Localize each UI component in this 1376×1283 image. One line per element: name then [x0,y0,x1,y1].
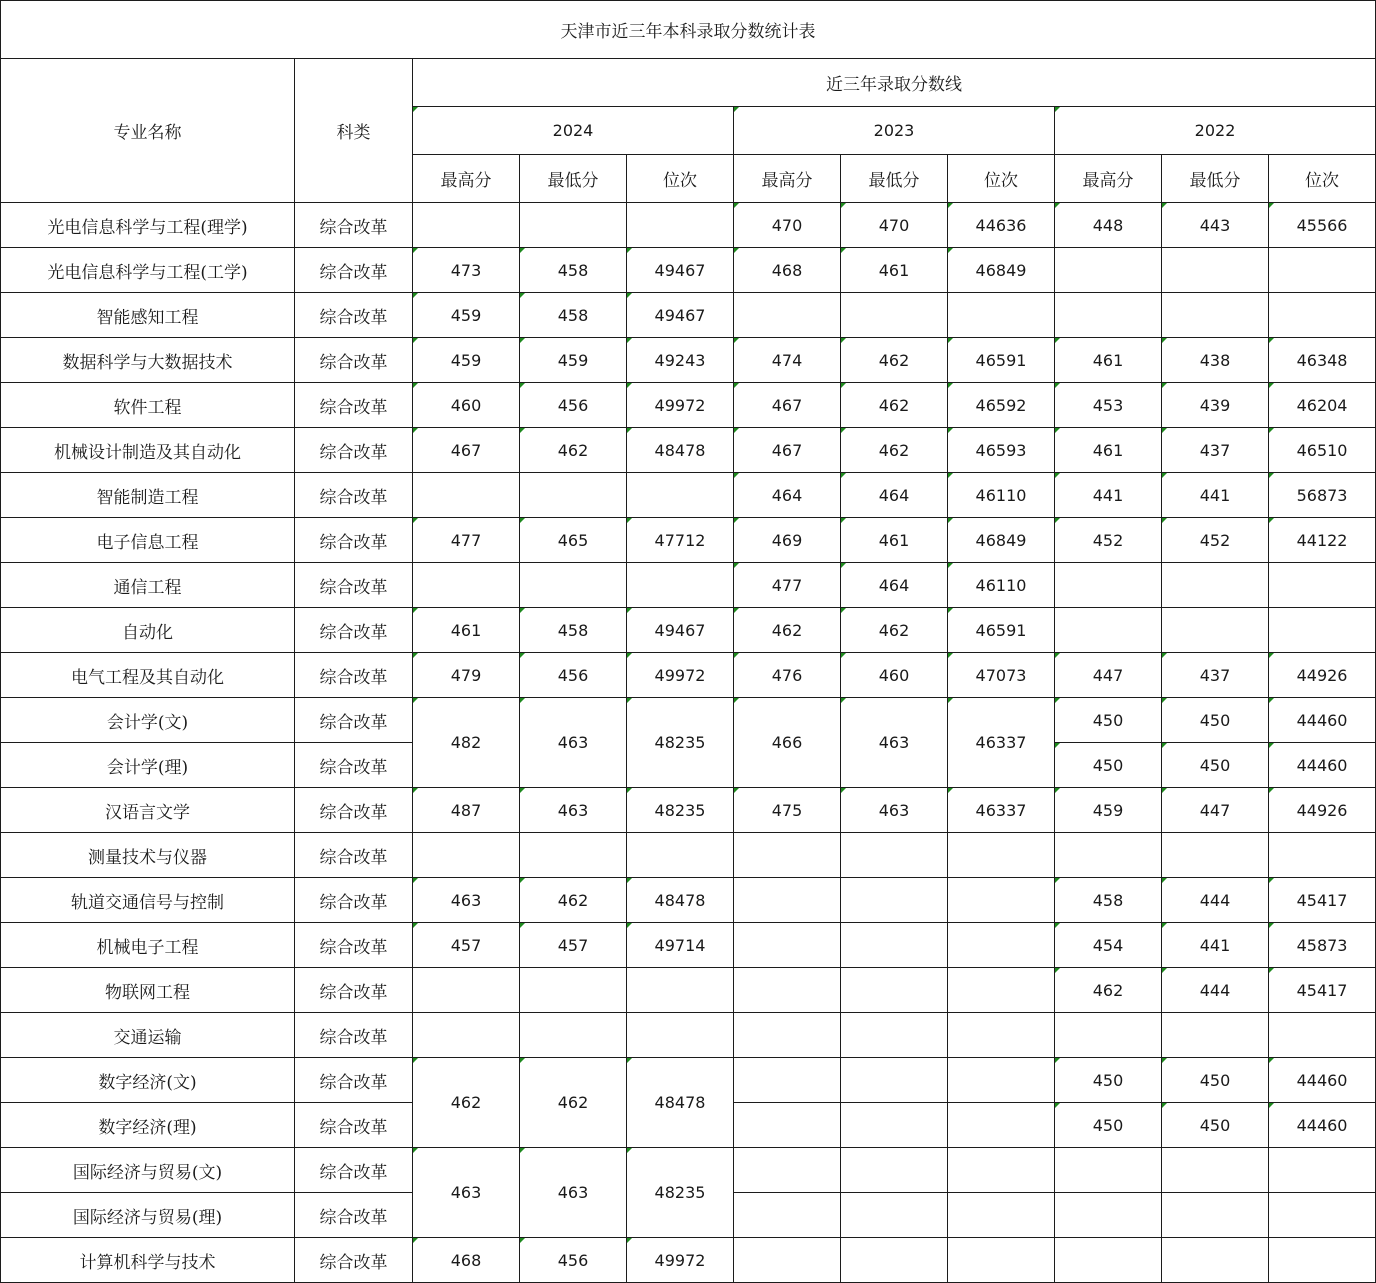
max-2023-cell [734,878,841,923]
major-name: 智能感知工程 [1,293,295,338]
max-2022-cell [1055,1238,1162,1283]
header-score-group: 近三年录取分数线 [413,59,1376,107]
min-2023-cell [841,293,948,338]
rank-2024-cell: 49467 [627,293,734,338]
min-2024-cell: 458 [520,248,627,293]
max-2024-cell: 468 [413,1238,520,1283]
category-cell: 综合改革 [295,1148,413,1193]
max-2024-cell: 461 [413,608,520,653]
max-2024-cell: 487 [413,788,520,833]
max-2024-cell [413,203,520,248]
rank-2024-cell: 48478 [627,428,734,473]
header-max-2023: 最高分 [734,155,841,203]
max-2024-cell: 479 [413,653,520,698]
min-2023-cell: 462 [841,338,948,383]
max-2022-cell [1055,1013,1162,1058]
max-2023-cell: 469 [734,518,841,563]
rank-2024-cell [627,563,734,608]
table-row [1,428,1376,473]
max-2024-cell: 477 [413,518,520,563]
max-2024-cell [413,833,520,878]
min-2024-cell [520,833,627,878]
min-2022-cell: 438 [1162,338,1269,383]
max-2023-cell: 467 [734,383,841,428]
max-2023-cell: 467 [734,428,841,473]
max-2023-cell [734,968,841,1013]
rank-2024-cell [627,203,734,248]
max-2022-cell [1055,1148,1162,1193]
rank-2023-cell: 46591 [948,608,1055,653]
major-name: 机械设计制造及其自动化 [1,428,295,473]
table-body [1,1,1376,1283]
major-name: 智能制造工程 [1,473,295,518]
rank-2022-cell [1269,248,1376,293]
category-cell: 综合改革 [295,293,413,338]
max-2022-cell: 461 [1055,428,1162,473]
min-2024-cell: 456 [520,383,627,428]
rank-2023-cell: 46591 [948,338,1055,383]
rank-2024-cell [627,1013,734,1058]
min-2023-cell [841,1238,948,1283]
table-row [1,1058,1376,1103]
min-2023-cell: 464 [841,473,948,518]
max-2023-cell: 475 [734,788,841,833]
min-2024-cell: 462 [520,428,627,473]
table-row [1,1148,1376,1193]
min-2022-cell: 439 [1162,383,1269,428]
min-2023-cell: 463 [841,788,948,833]
rank-2023-cell [948,878,1055,923]
min-2022-cell: 437 [1162,428,1269,473]
max-2022-cell: 454 [1055,923,1162,968]
category-cell: 综合改革 [295,563,413,608]
category-cell: 综合改革 [295,1103,413,1148]
max-2022-cell: 450 [1055,743,1162,788]
min-2023-cell: 462 [841,608,948,653]
min-2024-cell: 456 [520,653,627,698]
rank-2024-cell: 48478 [627,1058,734,1148]
category-cell: 综合改革 [295,518,413,563]
category-cell: 综合改革 [295,203,413,248]
category-cell: 综合改革 [295,698,413,743]
max-2023-cell: 476 [734,653,841,698]
category-cell: 综合改革 [295,608,413,653]
rank-2022-cell: 45417 [1269,878,1376,923]
rank-2023-cell: 46849 [948,518,1055,563]
min-2024-cell: 459 [520,338,627,383]
rank-2022-cell: 44460 [1269,1058,1376,1103]
min-2022-cell: 450 [1162,1103,1269,1148]
rank-2024-cell: 49467 [627,248,734,293]
category-cell: 综合改革 [295,788,413,833]
rank-2022-cell: 56873 [1269,473,1376,518]
min-2024-cell: 456 [520,1238,627,1283]
major-name: 软件工程 [1,383,295,428]
max-2022-cell: 441 [1055,473,1162,518]
header-rank-2023: 位次 [948,155,1055,203]
max-2022-cell: 450 [1055,1103,1162,1148]
max-2024-cell: 463 [413,1148,520,1238]
min-2022-cell: 443 [1162,203,1269,248]
min-2022-cell: 441 [1162,473,1269,518]
category-cell: 综合改革 [295,428,413,473]
major-name: 机械电子工程 [1,923,295,968]
max-2022-cell [1055,248,1162,293]
rank-2023-cell [948,1148,1055,1193]
table-row [1,518,1376,563]
max-2024-cell: 460 [413,383,520,428]
min-2023-cell [841,1193,948,1238]
rank-2023-cell: 46849 [948,248,1055,293]
category-cell: 综合改革 [295,968,413,1013]
min-2023-cell: 461 [841,248,948,293]
header-min-2022: 最低分 [1162,155,1269,203]
header-min-2024: 最低分 [520,155,627,203]
min-2022-cell [1162,608,1269,653]
max-2024-cell [413,563,520,608]
max-2022-cell: 448 [1055,203,1162,248]
max-2022-cell: 458 [1055,878,1162,923]
max-2022-cell [1055,608,1162,653]
min-2023-cell: 462 [841,428,948,473]
max-2024-cell: 482 [413,698,520,788]
header-max-2022: 最高分 [1055,155,1162,203]
rank-2024-cell: 49467 [627,608,734,653]
rank-2022-cell: 44460 [1269,1103,1376,1148]
min-2022-cell: 444 [1162,968,1269,1013]
table-row [1,563,1376,608]
max-2022-cell: 447 [1055,653,1162,698]
category-cell: 综合改革 [295,248,413,293]
major-name: 数据科学与大数据技术 [1,338,295,383]
rank-2023-cell [948,1013,1055,1058]
rank-2024-cell [627,968,734,1013]
rank-2023-cell [948,1103,1055,1148]
rank-2022-cell [1269,1193,1376,1238]
max-2023-cell: 474 [734,338,841,383]
max-2022-cell: 450 [1055,1058,1162,1103]
category-cell: 综合改革 [295,923,413,968]
major-name: 国际经济与贸易(理) [1,1193,295,1238]
rank-2022-cell: 46204 [1269,383,1376,428]
table-row [1,473,1376,518]
table-row [1,698,1376,743]
major-name: 会计学(理) [1,743,295,788]
table-row [1,293,1376,338]
rank-2022-cell [1269,608,1376,653]
min-2024-cell [520,1013,627,1058]
min-2022-cell: 452 [1162,518,1269,563]
major-name: 国际经济与贸易(文) [1,1148,295,1193]
max-2023-cell: 468 [734,248,841,293]
min-2022-cell: 444 [1162,878,1269,923]
table-row [1,608,1376,653]
rank-2022-cell [1269,293,1376,338]
min-2023-cell: 462 [841,383,948,428]
rank-2022-cell: 44926 [1269,653,1376,698]
rank-2023-cell [948,833,1055,878]
min-2023-cell [841,1103,948,1148]
table-row [1,248,1376,293]
min-2022-cell [1162,1193,1269,1238]
min-2023-cell [841,1148,948,1193]
min-2022-cell [1162,1148,1269,1193]
rank-2024-cell: 48235 [627,788,734,833]
rank-2022-cell [1269,1013,1376,1058]
max-2023-cell: 470 [734,203,841,248]
min-2023-cell [841,923,948,968]
min-2024-cell: 463 [520,788,627,833]
rank-2023-cell [948,923,1055,968]
rank-2022-cell: 44122 [1269,518,1376,563]
min-2022-cell: 450 [1162,698,1269,743]
category-cell: 综合改革 [295,653,413,698]
max-2023-cell [734,1193,841,1238]
min-2024-cell [520,968,627,1013]
min-2022-cell [1162,563,1269,608]
rank-2023-cell: 46110 [948,563,1055,608]
category-cell: 综合改革 [295,833,413,878]
major-name: 计算机科学与技术 [1,1238,295,1283]
rank-2024-cell [627,833,734,878]
table-row [1,968,1376,1013]
rank-2023-cell: 46593 [948,428,1055,473]
category-cell: 综合改革 [295,473,413,518]
table-row [1,923,1376,968]
max-2022-cell [1055,833,1162,878]
rank-2022-cell: 46348 [1269,338,1376,383]
max-2022-cell: 452 [1055,518,1162,563]
header-rank-2022: 位次 [1269,155,1376,203]
major-name: 数字经济(理) [1,1103,295,1148]
rank-2023-cell: 44636 [948,203,1055,248]
major-name: 会计学(文) [1,698,295,743]
rank-2023-cell [948,1238,1055,1283]
category-cell: 综合改革 [295,383,413,428]
rank-2023-cell [948,293,1055,338]
max-2023-cell [734,923,841,968]
max-2022-cell: 462 [1055,968,1162,1013]
title-row [1,1,1376,59]
table-row [1,338,1376,383]
table-row [1,653,1376,698]
max-2023-cell: 464 [734,473,841,518]
max-2024-cell: 467 [413,428,520,473]
max-2024-cell: 459 [413,293,520,338]
min-2024-cell: 462 [520,1058,627,1148]
max-2024-cell: 459 [413,338,520,383]
category-cell: 综合改革 [295,338,413,383]
min-2024-cell: 457 [520,923,627,968]
max-2022-cell: 450 [1055,698,1162,743]
min-2022-cell: 441 [1162,923,1269,968]
rank-2023-cell: 46337 [948,698,1055,788]
rank-2022-cell [1269,833,1376,878]
rank-2023-cell: 46110 [948,473,1055,518]
min-2023-cell: 463 [841,698,948,788]
min-2024-cell: 465 [520,518,627,563]
header-rank-2024: 位次 [627,155,734,203]
table-row [1,788,1376,833]
header-year-2024: 2024 [413,107,734,155]
rank-2023-cell [948,1193,1055,1238]
max-2022-cell [1055,1193,1162,1238]
rank-2022-cell: 45566 [1269,203,1376,248]
major-name: 电子信息工程 [1,518,295,563]
max-2022-cell [1055,293,1162,338]
min-2024-cell: 462 [520,878,627,923]
min-2023-cell: 464 [841,563,948,608]
table-row [1,878,1376,923]
max-2023-cell [734,293,841,338]
max-2023-cell [734,1103,841,1148]
table-row [1,203,1376,248]
rank-2024-cell: 49243 [627,338,734,383]
min-2022-cell: 450 [1162,1058,1269,1103]
min-2023-cell [841,1058,948,1103]
min-2022-cell: 450 [1162,743,1269,788]
min-2023-cell [841,1013,948,1058]
rank-2022-cell [1269,1238,1376,1283]
min-2022-cell [1162,1238,1269,1283]
rank-2022-cell: 45873 [1269,923,1376,968]
major-name: 交通运输 [1,1013,295,1058]
rank-2022-cell: 45417 [1269,968,1376,1013]
category-cell: 综合改革 [295,1238,413,1283]
min-2024-cell: 458 [520,608,627,653]
rank-2023-cell [948,968,1055,1013]
table-row [1,833,1376,878]
header-year-2022: 2022 [1055,107,1376,155]
min-2023-cell: 461 [841,518,948,563]
max-2024-cell: 463 [413,878,520,923]
header-row-group [1,59,1376,107]
major-name: 电气工程及其自动化 [1,653,295,698]
rank-2022-cell: 44926 [1269,788,1376,833]
rank-2023-cell: 46337 [948,788,1055,833]
category-cell: 综合改革 [295,743,413,788]
max-2024-cell [413,968,520,1013]
min-2024-cell [520,203,627,248]
major-name: 光电信息科学与工程(理学) [1,203,295,248]
max-2024-cell: 462 [413,1058,520,1148]
major-name: 通信工程 [1,563,295,608]
min-2024-cell [520,563,627,608]
min-2023-cell [841,968,948,1013]
header-year-2023: 2023 [734,107,1055,155]
major-name: 数字经济(文) [1,1058,295,1103]
header-min-2023: 最低分 [841,155,948,203]
max-2023-cell [734,833,841,878]
major-name: 光电信息科学与工程(工学) [1,248,295,293]
min-2022-cell: 437 [1162,653,1269,698]
rank-2022-cell: 44460 [1269,743,1376,788]
min-2024-cell: 463 [520,1148,627,1238]
max-2023-cell [734,1013,841,1058]
category-cell: 综合改革 [295,878,413,923]
major-name: 测量技术与仪器 [1,833,295,878]
category-cell: 综合改革 [295,1058,413,1103]
major-name: 轨道交通信号与控制 [1,878,295,923]
rank-2024-cell: 49972 [627,653,734,698]
rank-2024-cell: 48478 [627,878,734,923]
rank-2022-cell: 44460 [1269,698,1376,743]
max-2022-cell: 453 [1055,383,1162,428]
max-2022-cell: 461 [1055,338,1162,383]
max-2023-cell [734,1148,841,1193]
header-max-2024: 最高分 [413,155,520,203]
max-2024-cell [413,1013,520,1058]
rank-2023-cell: 47073 [948,653,1055,698]
major-name: 物联网工程 [1,968,295,1013]
max-2024-cell: 473 [413,248,520,293]
max-2023-cell [734,1238,841,1283]
rank-2024-cell: 47712 [627,518,734,563]
header-category: 科类 [295,59,413,203]
rank-2024-cell: 49972 [627,1238,734,1283]
table-row [1,1013,1376,1058]
rank-2024-cell: 48235 [627,698,734,788]
min-2024-cell [520,473,627,518]
rank-2024-cell: 49714 [627,923,734,968]
table-row [1,383,1376,428]
max-2022-cell: 459 [1055,788,1162,833]
rank-2022-cell: 46510 [1269,428,1376,473]
max-2023-cell: 466 [734,698,841,788]
rank-2024-cell [627,473,734,518]
major-name: 汉语言文学 [1,788,295,833]
max-2024-cell: 457 [413,923,520,968]
category-cell: 综合改革 [295,1013,413,1058]
min-2023-cell: 470 [841,203,948,248]
rank-2023-cell [948,1058,1055,1103]
min-2023-cell: 460 [841,653,948,698]
max-2023-cell: 477 [734,563,841,608]
min-2023-cell [841,833,948,878]
max-2023-cell: 462 [734,608,841,653]
rank-2024-cell: 49972 [627,383,734,428]
min-2022-cell [1162,1013,1269,1058]
max-2022-cell [1055,563,1162,608]
min-2024-cell: 458 [520,293,627,338]
category-cell: 综合改革 [295,1193,413,1238]
min-2022-cell [1162,293,1269,338]
min-2022-cell [1162,248,1269,293]
major-name: 自动化 [1,608,295,653]
min-2022-cell [1162,833,1269,878]
min-2023-cell [841,878,948,923]
table-title: 天津市近三年本科录取分数统计表 [1,1,1376,59]
min-2024-cell: 463 [520,698,627,788]
rank-2024-cell: 48235 [627,1148,734,1238]
rank-2022-cell [1269,1148,1376,1193]
table-row [1,1238,1376,1283]
max-2024-cell [413,473,520,518]
rank-2022-cell [1269,563,1376,608]
header-major: 专业名称 [1,59,295,203]
min-2022-cell: 447 [1162,788,1269,833]
rank-2023-cell: 46592 [948,383,1055,428]
max-2023-cell [734,1058,841,1103]
